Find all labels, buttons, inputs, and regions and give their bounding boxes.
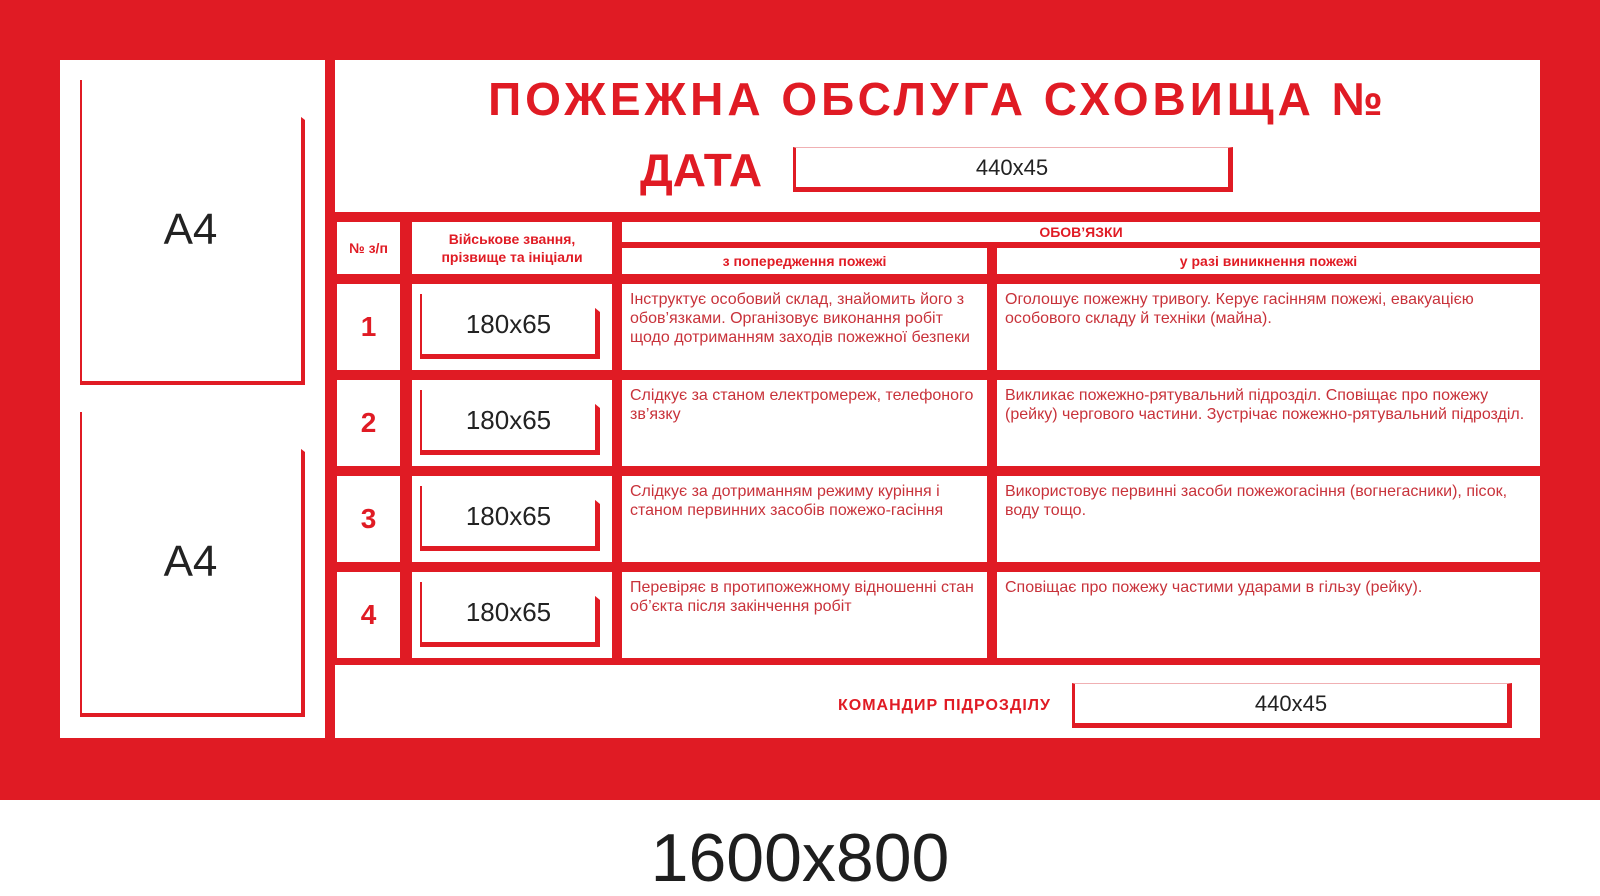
a4-pocket-1 [80,80,305,385]
field-corner-icon [578,390,600,408]
name-field[interactable] [420,582,600,647]
prevent-text: Слідкує за дотриманням режиму куріння і станом первинних засобів пожежо-гасіння [622,476,987,562]
a4-pocket-2 [80,412,305,717]
name-field[interactable] [420,294,600,359]
page-title: ПОЖЕЖНА ОБСЛУГА СХОВИЩА № [488,73,1387,125]
prevent-text: Перевіряє в протипожежному відношенні стан об’єкта після закінчення робіт [622,572,987,658]
case-text: Використовує первинні засоби пожежогасіння (вогнегасники), пісок, воду тощо. [997,476,1540,562]
col-header-name: Військове звання, прізвище та ініціали [412,222,612,274]
col-header-duties: ОБОВ’ЯЗКИ [622,222,1540,242]
name-field-label: 180x65 [465,405,552,435]
row-number: 1 [337,284,400,370]
commander-label: КОМАНДИР ПІДРОЗДІЛУ [838,697,1051,714]
case-text: Оголошує пожежну тривогу. Керує гасінням пожежі, евакуацією особового складу й техніки (майна). [997,284,1540,370]
date-label: ДАТА [640,144,763,196]
case-text: Сповіщає про пожежу частими ударами в гільзу (рейку). [997,572,1540,658]
name-field-label: 180x65 [465,309,552,339]
pocket-corner-icon [253,80,305,120]
field-corner-icon [578,294,600,312]
row-number: 2 [337,380,400,466]
field-corner-icon [578,486,600,504]
prevent-text: Інструктує особовий склад, знайомить його з обов’язками. Організовує виконання робіт щодо дотриманням заходів пожежної безпеки [622,284,987,370]
row-number: 4 [337,572,400,658]
size-caption: 1600x800 [650,820,950,896]
pocket-corner-icon [253,412,305,452]
name-field[interactable] [420,486,600,551]
row-number: 3 [337,476,400,562]
field-corner-icon [578,582,600,600]
date-field[interactable]: 440x45 [793,147,1233,192]
case-text: Викликає пожежно-рятувальний підрозділ. Сповіщає про пожежу (рейку) чергового частини. Зустрічає пожежно-рятувальний підрозділ. [997,380,1540,466]
name-field-label: 180x65 [465,501,552,531]
commander-field[interactable]: 440x45 [1072,683,1512,728]
name-field[interactable] [420,390,600,455]
col-header-number: № з/п [337,222,400,274]
name-field-label: 180x65 [465,597,552,627]
prevent-text: Слідкує за станом електромереж, телефоного зв’язку [622,380,987,466]
col-header-prevent: з попередження пожежі [622,248,987,274]
pocket-label: A4 [163,205,218,254]
col-header-case: у разі виникнення пожежі [997,248,1540,274]
pocket-label: A4 [163,537,218,586]
